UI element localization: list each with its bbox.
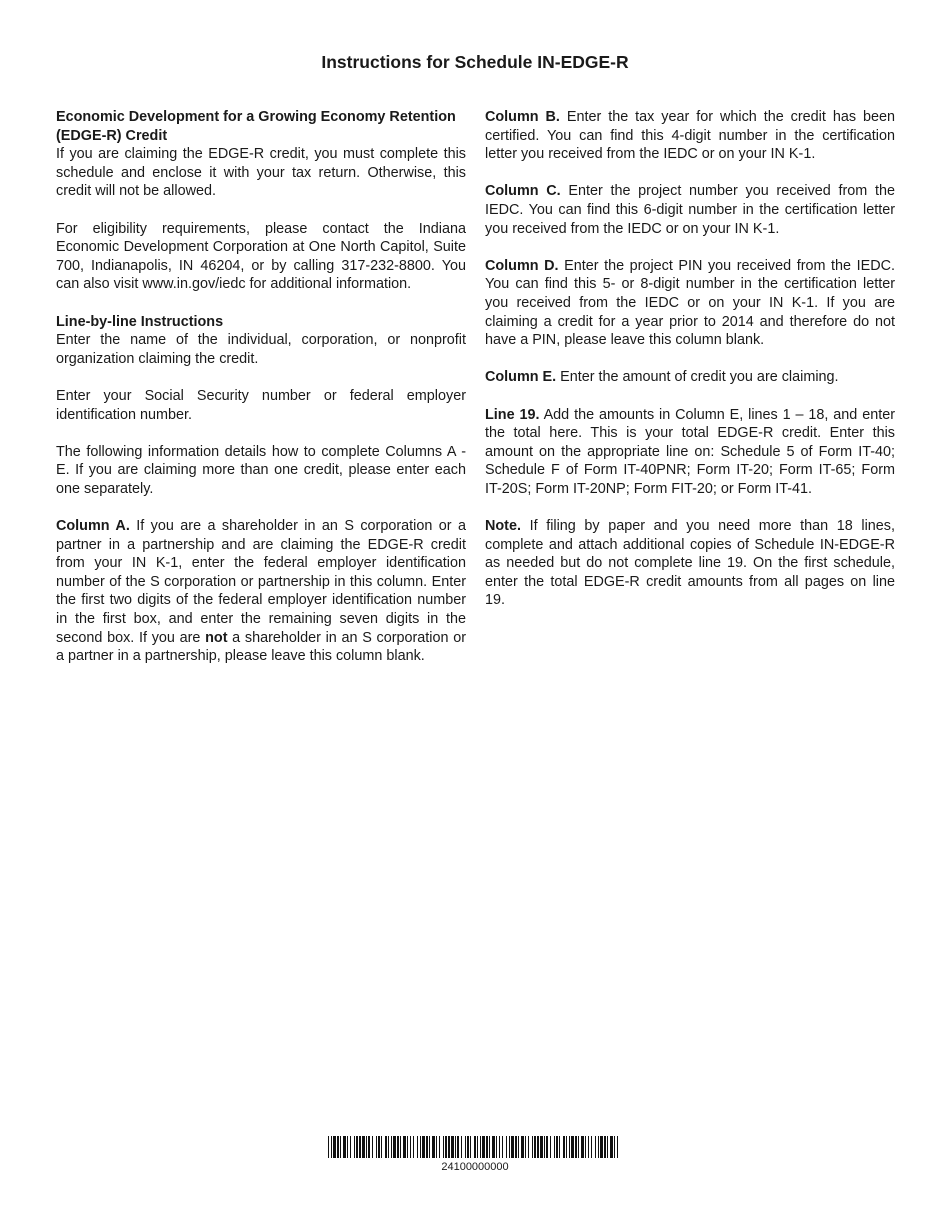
- note-label: Note.: [485, 518, 521, 535]
- column-d-label: Column D.: [485, 257, 559, 274]
- column-d-text: Enter the project PIN you received from the IEDC. You can find this 5- or 8-digit number in the certification letter you received from the IEDC or on your IN K-1. If you are claiming a credit for a year prior to 2014 and therefore do not have a PIN, please leave this column blank.: [485, 257, 896, 349]
- column-c-text: Enter the project number you received from the IEDC. You can find this 6-digit number in the certification letter you received from the IEDC or on your IN K-1.: [485, 183, 895, 237]
- note-text: If filing by paper and you need more than 18 lines, complete and attach additional copies of Schedule IN-EDGE-R as needed but do not complete line 19. On the first schedule, enter the total EDGE-R credit amounts from all pages on line 19.: [485, 518, 895, 609]
- following-paragraph: The following information details how to complete Columns A - E. If you are claiming more than one credit, please enter each one separately.: [56, 443, 466, 497]
- column-c-paragraph: [485, 182, 895, 238]
- barcode-graphic: [328, 1136, 620, 1158]
- line-19-paragraph: [485, 406, 895, 499]
- right-column: [485, 108, 895, 629]
- barcode-number: 24100000000: [441, 1161, 509, 1173]
- column-b-paragraph: [485, 108, 895, 164]
- intro-paragraph: If you are claiming the EDGE-R credit, you must complete this schedule and enclose it with your tax return. Otherwise, this credit will not be allowed.: [56, 146, 466, 200]
- column-a-text-2: a shareholder in an S corporation or a partner in a partnership, please leave this column blank.: [56, 629, 466, 665]
- eligibility-paragraph: For eligibility requirements, please contact the Indiana Economic Development Corporation at One North Capitol, Suite 700, Indianapolis, IN 46204, or by calling 317-232-8800. You can also visit www.in.gov/iedc for additional information.: [56, 220, 466, 293]
- line-19-text: Add the amounts in Column E, lines 1 – 18, and enter the total here. This is your total EDGE-R credit. Enter this amount on the appropriate line on: Schedule 5 of Form IT-40; Schedule F of Form IT-40PNR; Form IT-20; Form IT-65; Form IT-20S; Form IT-20NP; Form FIT-20; or Form IT-41.: [485, 406, 895, 497]
- column-a-paragraph: [56, 517, 466, 666]
- column-b-text: Enter the tax year for which the credit has been certified. You can find this 4-digit number in the certification letter you received from the IEDC or on your IN K-1.: [485, 109, 895, 163]
- column-c-label: Column C.: [485, 183, 561, 200]
- column-e-text: Enter the amount of credit you are claiming.: [556, 369, 839, 386]
- name-instruction: Enter the name of the individual, corporation, or nonprofit organization claiming the credit.: [56, 332, 466, 367]
- column-a-text-1: If you are a shareholder in an S corporation or a partner in a partnership and are claiming the EDGE-R credit from your IN K-1, enter the federal employer identification number of the S corporation or partnership in this column. Enter the first two digits of the federal employer identification number in the first box, and enter the remaining seven digits in the second box. If you are: [56, 518, 466, 646]
- ssn-instruction: Enter your Social Security number or federal employer identification number.: [56, 387, 466, 423]
- section-heading-edge-r: Economic Development for a Growing Economy Retention (EDGE-R) Credit: [56, 109, 456, 144]
- column-a-not: not: [205, 629, 228, 646]
- column-d-paragraph: [485, 257, 895, 350]
- line-19-label: Line 19.: [485, 406, 540, 423]
- column-e-paragraph: [485, 368, 895, 387]
- column-a-label: Column A.: [56, 518, 130, 535]
- page-title: Instructions for Schedule IN-EDGE-R: [321, 52, 629, 72]
- left-column: [56, 108, 466, 684]
- column-e-label: Column E.: [485, 369, 557, 386]
- section-heading-line-by-line: Line-by-line Instructions: [56, 313, 224, 330]
- note-paragraph: [485, 517, 895, 610]
- column-b-label: Column B.: [485, 109, 560, 125]
